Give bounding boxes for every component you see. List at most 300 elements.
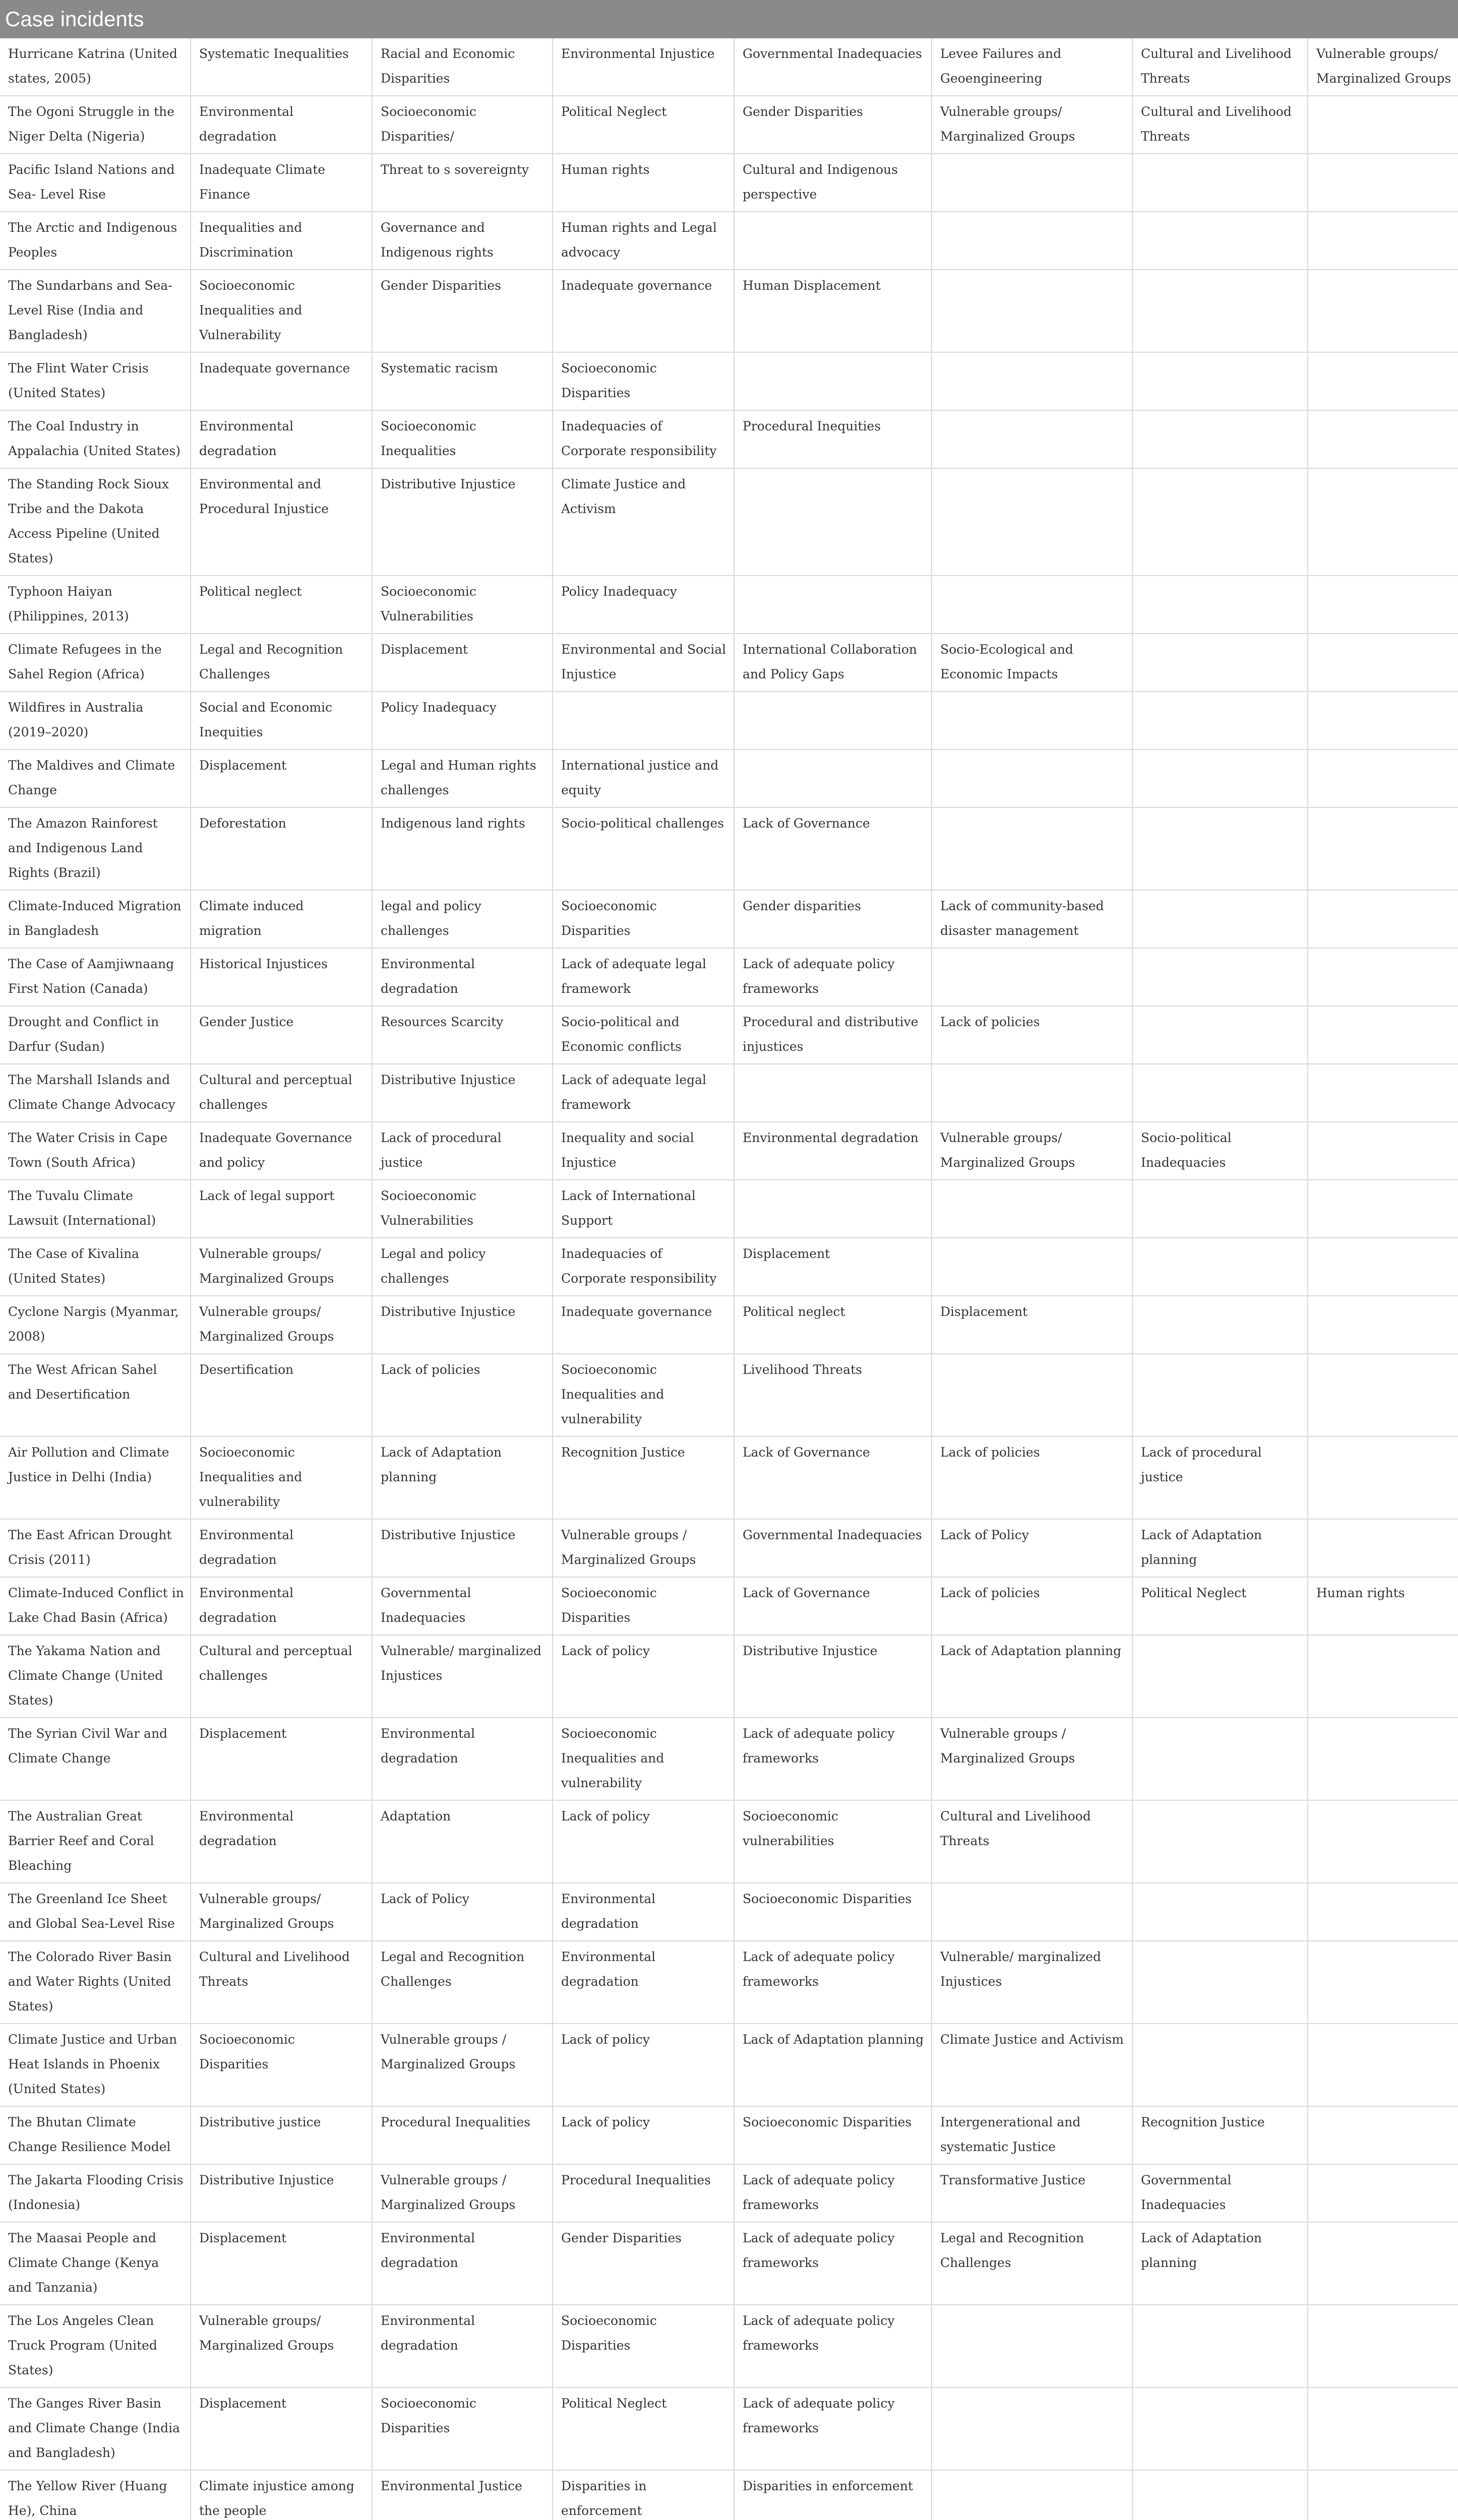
issue-cell	[1132, 1180, 1308, 1238]
issue-cell: Distributive Injustice	[372, 468, 553, 576]
issue-cell: Policy Inadequacy	[372, 691, 553, 749]
case-name-cell: The Case of Kivalina (United States)	[0, 1238, 191, 1296]
table-body	[0, 38, 1458, 2520]
issue-cell: Lack of adequate policy frameworks	[734, 2387, 932, 2470]
case-name-cell: The Syrian Civil War and Climate Change	[0, 1718, 191, 1800]
table-row	[0, 1800, 1458, 1883]
issue-cell: Lack of Adaptation planning	[372, 1436, 553, 1519]
issue-cell	[932, 691, 1132, 749]
issue-cell: Disparities in enforcement	[734, 2470, 932, 2520]
table-row	[0, 270, 1458, 352]
case-name-cell: The Bhutan Climate Change Resilience Model	[0, 2106, 191, 2164]
issue-cell	[932, 270, 1132, 352]
issue-cell: Socioeconomic Disparities	[553, 2305, 734, 2387]
issue-cell	[1308, 1519, 1458, 1577]
case-name-cell: The West African Sahel and Desertification	[0, 1354, 191, 1436]
issue-cell: Environmental degradation	[372, 948, 553, 1006]
issue-cell: Desertification	[191, 1354, 372, 1436]
issue-cell	[1308, 749, 1458, 807]
table-row	[0, 468, 1458, 576]
table-row	[0, 1718, 1458, 1800]
issue-cell	[734, 749, 932, 807]
issue-cell	[1132, 2305, 1308, 2387]
issue-cell	[1132, 576, 1308, 634]
issue-cell: Lack of policy	[553, 2024, 734, 2106]
table-row	[0, 1436, 1458, 1519]
issue-cell	[1132, 1238, 1308, 1296]
case-name-cell: The Los Angeles Clean Truck Program (United States)	[0, 2305, 191, 2387]
issue-cell	[932, 948, 1132, 1006]
issue-cell: Vulnerable groups/ Marginalized Groups	[191, 2305, 372, 2387]
table-row	[0, 212, 1458, 270]
issue-cell: Political neglect	[191, 576, 372, 634]
issue-cell	[734, 212, 932, 270]
issue-cell	[1308, 468, 1458, 576]
issue-cell: Environmental degradation	[191, 1800, 372, 1883]
issue-cell: Gender Disparities	[372, 270, 553, 352]
issue-cell	[1132, 807, 1308, 890]
table-row	[0, 890, 1458, 948]
issue-cell	[734, 1064, 932, 1122]
issue-cell	[1132, 352, 1308, 410]
issue-cell	[1132, 1635, 1308, 1718]
issue-cell: Transformative Justice	[932, 2164, 1132, 2222]
issue-cell: Lack of adequate policy frameworks	[734, 2305, 932, 2387]
issue-cell: Livelihood Threats	[734, 1354, 932, 1436]
table-row	[0, 1883, 1458, 1941]
issue-cell: Human rights	[1308, 1577, 1458, 1635]
issue-cell: Environmental degradation	[191, 410, 372, 468]
table-title: Case incidents	[0, 0, 1458, 38]
issue-cell	[932, 212, 1132, 270]
issue-cell	[734, 1180, 932, 1238]
issue-cell: Lack of Governance	[734, 1577, 932, 1635]
case-incidents-table	[0, 38, 1458, 2520]
issue-cell: Vulnerable/ marginalized Injustices	[372, 1635, 553, 1718]
issue-cell: Socio-political challenges	[553, 807, 734, 890]
issue-cell: Distributive Injustice	[372, 1296, 553, 1354]
issue-cell: Gender Disparities	[553, 2222, 734, 2305]
issue-cell: Displacement	[191, 749, 372, 807]
case-name-cell: The Sundarbans and Sea-Level Rise (India and Bangladesh)	[0, 270, 191, 352]
issue-cell: Inadequacies of Corporate responsibility	[553, 410, 734, 468]
table-row	[0, 154, 1458, 212]
issue-cell: Environmental and Procedural Injustice	[191, 468, 372, 576]
issue-cell	[932, 352, 1132, 410]
case-name-cell: Air Pollution and Climate Justice in Delhi (India)	[0, 1436, 191, 1519]
issue-cell: Socioeconomic Inequalities and vulnerability	[553, 1718, 734, 1800]
issue-cell: Lack of policy	[553, 1635, 734, 1718]
issue-cell	[1308, 1180, 1458, 1238]
issue-cell: Inadequate Climate Finance	[191, 154, 372, 212]
table-row	[0, 948, 1458, 1006]
issue-cell: Levee Failures and Geoengineering	[932, 38, 1132, 96]
issue-cell: Gender Disparities	[734, 96, 932, 154]
case-name-cell: Climate-Induced Migration in Bangladesh	[0, 890, 191, 948]
issue-cell: International Collaboration and Policy Gaps	[734, 634, 932, 691]
issue-cell	[734, 691, 932, 749]
issue-cell: Racial and Economic Disparities	[372, 38, 553, 96]
issue-cell: Environmental degradation	[191, 96, 372, 154]
table-row	[0, 634, 1458, 691]
issue-cell: Vulnerable groups/ Marginalized Groups	[191, 1296, 372, 1354]
issue-cell: Lack of adequate policy frameworks	[734, 2222, 932, 2305]
issue-cell: International justice and equity	[553, 749, 734, 807]
issue-cell: Systematic racism	[372, 352, 553, 410]
issue-cell: Socioeconomic Inequalities	[372, 410, 553, 468]
table-row	[0, 1354, 1458, 1436]
issue-cell: Environmental Justice	[372, 2470, 553, 2520]
issue-cell: Socioeconomic Disparities	[191, 2024, 372, 2106]
issue-cell	[1132, 1800, 1308, 1883]
table-row	[0, 352, 1458, 410]
issue-cell: Vulnerable groups/ Marginalized Groups	[932, 1122, 1132, 1180]
issue-cell: Lack of Governance	[734, 1436, 932, 1519]
case-name-cell: The Jakarta Flooding Crisis (Indonesia)	[0, 2164, 191, 2222]
issue-cell: Lack of policy	[553, 1800, 734, 1883]
issue-cell: Systematic Inequalities	[191, 38, 372, 96]
table-row	[0, 1064, 1458, 1122]
issue-cell: Displacement	[372, 634, 553, 691]
table-row	[0, 2024, 1458, 2106]
issue-cell	[932, 1883, 1132, 1941]
issue-cell	[932, 154, 1132, 212]
issue-cell: Legal and Recognition Challenges	[191, 634, 372, 691]
issue-cell: Recognition Justice	[553, 1436, 734, 1519]
issue-cell	[932, 1354, 1132, 1436]
issue-cell: Lack of Adaptation planning	[932, 1635, 1132, 1718]
issue-cell	[1308, 2024, 1458, 2106]
issue-cell: Cultural and Livelihood Threats	[1132, 38, 1308, 96]
table-row	[0, 410, 1458, 468]
issue-cell	[1132, 2387, 1308, 2470]
issue-cell: Cultural and Livelihood Threats	[932, 1800, 1132, 1883]
issue-cell: Displacement	[932, 1296, 1132, 1354]
issue-cell	[932, 468, 1132, 576]
issue-cell: Legal and Recognition Challenges	[932, 2222, 1132, 2305]
table-row	[0, 691, 1458, 749]
case-name-cell: Typhoon Haiyan (Philippines, 2013)	[0, 576, 191, 634]
issue-cell: Lack of adequate policy frameworks	[734, 1718, 932, 1800]
issue-cell: Inadequate Governance and policy	[191, 1122, 372, 1180]
issue-cell: Governmental Inadequacies	[372, 1577, 553, 1635]
issue-cell: Political Neglect	[553, 2387, 734, 2470]
issue-cell	[932, 576, 1132, 634]
issue-cell	[1308, 1006, 1458, 1064]
issue-cell: Climate injustice among the people	[191, 2470, 372, 2520]
table-row	[0, 2164, 1458, 2222]
issue-cell	[1308, 1718, 1458, 1800]
issue-cell: Lack of Adaptation planning	[1132, 2222, 1308, 2305]
issue-cell	[1132, 410, 1308, 468]
issue-cell: Socioeconomic Disparities/	[372, 96, 553, 154]
case-name-cell: The Flint Water Crisis (United States)	[0, 352, 191, 410]
issue-cell	[1308, 1238, 1458, 1296]
issue-cell: Governance and Indigenous rights	[372, 212, 553, 270]
issue-cell: Lack of policy	[553, 2106, 734, 2164]
issue-cell	[932, 1238, 1132, 1296]
issue-cell: Historical Injustices	[191, 948, 372, 1006]
issue-cell	[1308, 634, 1458, 691]
issue-cell: Indigenous land rights	[372, 807, 553, 890]
issue-cell: Socioeconomic Vulnerabilities	[372, 1180, 553, 1238]
case-name-cell: The Maasai People and Climate Change (Kenya and Tanzania)	[0, 2222, 191, 2305]
issue-cell	[1132, 2470, 1308, 2520]
issue-cell: Environmental degradation	[553, 1941, 734, 2024]
issue-cell	[1308, 1296, 1458, 1354]
table-row	[0, 1941, 1458, 2024]
issue-cell: Political neglect	[734, 1296, 932, 1354]
issue-cell: Displacement	[191, 2387, 372, 2470]
issue-cell	[932, 1180, 1132, 1238]
issue-cell: Cultural and perceptual challenges	[191, 1064, 372, 1122]
issue-cell	[1308, 1800, 1458, 1883]
issue-cell: Inequality and social Injustice	[553, 1122, 734, 1180]
issue-cell	[1132, 468, 1308, 576]
issue-cell: Procedural Inequalities	[553, 2164, 734, 2222]
issue-cell: Adaptation	[372, 1800, 553, 1883]
case-name-cell: The Colorado River Basin and Water Rights (United States)	[0, 1941, 191, 2024]
issue-cell: Vulnerable/ marginalized Injustices	[932, 1941, 1132, 2024]
case-name-cell: The Case of Aamjiwnaang First Nation (Canada)	[0, 948, 191, 1006]
case-name-cell: Cyclone Nargis (Myanmar, 2008)	[0, 1296, 191, 1354]
case-name-cell: The Yakama Nation and Climate Change (United States)	[0, 1635, 191, 1718]
issue-cell	[1308, 410, 1458, 468]
case-name-cell: Drought and Conflict in Darfur (Sudan)	[0, 1006, 191, 1064]
issue-cell: Procedural Inequalities	[372, 2106, 553, 2164]
issue-cell: Lack of policies	[932, 1577, 1132, 1635]
issue-cell: Socioeconomic Vulnerabilities	[372, 576, 553, 634]
issue-cell	[1308, 948, 1458, 1006]
issue-cell	[932, 2305, 1132, 2387]
issue-cell	[1132, 270, 1308, 352]
issue-cell: Political Neglect	[1132, 1577, 1308, 1635]
table-row	[0, 96, 1458, 154]
table-row	[0, 1577, 1458, 1635]
issue-cell	[1308, 1122, 1458, 1180]
issue-cell	[734, 576, 932, 634]
table-row	[0, 2222, 1458, 2305]
issue-cell: Vulnerable groups / Marginalized Groups	[932, 1718, 1132, 1800]
issue-cell: Lack of adequate legal framework	[553, 948, 734, 1006]
issue-cell	[1308, 1354, 1458, 1436]
issue-cell: Resources Scarcity	[372, 1006, 553, 1064]
issue-cell	[932, 410, 1132, 468]
issue-cell: Socioeconomic Disparities	[734, 1883, 932, 1941]
issue-cell: Vulnerable groups/ Marginalized Groups	[932, 96, 1132, 154]
issue-cell: Lack of community-based disaster management	[932, 890, 1132, 948]
issue-cell	[1308, 270, 1458, 352]
case-name-cell: The Maldives and Climate Change	[0, 749, 191, 807]
issue-cell	[1132, 1941, 1308, 2024]
issue-cell: Inadequate governance	[553, 1296, 734, 1354]
case-name-cell: The Ganges River Basin and Climate Change (India and Bangladesh)	[0, 2387, 191, 2470]
issue-cell: Socioeconomic Disparities	[553, 890, 734, 948]
table-row	[0, 749, 1458, 807]
issue-cell: Socioeconomic Inequalities and vulnerability	[191, 1436, 372, 1519]
issue-cell: Environmental degradation	[372, 2305, 553, 2387]
issue-cell: Socioeconomic Inequalities and Vulnerability	[191, 270, 372, 352]
issue-cell: Displacement	[191, 2222, 372, 2305]
issue-cell: Environmental and Social Injustice	[553, 634, 734, 691]
issue-cell: Lack of adequate policy frameworks	[734, 948, 932, 1006]
issue-cell: Lack of policies	[932, 1006, 1132, 1064]
issue-cell: Climate Justice and Activism	[932, 2024, 1132, 2106]
issue-cell: Gender disparities	[734, 890, 932, 948]
issue-cell: Climate induced migration	[191, 890, 372, 948]
issue-cell: Environmental degradation	[372, 1718, 553, 1800]
issue-cell: Cultural and Livelihood Threats	[191, 1941, 372, 2024]
issue-cell: Vulnerable groups/ Marginalized Groups	[191, 1883, 372, 1941]
issue-cell: Lack of adequate policy frameworks	[734, 1941, 932, 2024]
issue-cell: Governmental Inadequacies	[1132, 2164, 1308, 2222]
issue-cell	[1308, 154, 1458, 212]
case-name-cell: Pacific Island Nations and Sea- Level Rise	[0, 154, 191, 212]
case-name-cell: The Amazon Rainforest and Indigenous Land Rights (Brazil)	[0, 807, 191, 890]
issue-cell	[1132, 212, 1308, 270]
issue-cell: Gender Justice	[191, 1006, 372, 1064]
case-name-cell: The Water Crisis in Cape Town (South Africa)	[0, 1122, 191, 1180]
issue-cell: Legal and policy challenges	[372, 1238, 553, 1296]
issue-cell	[1132, 1354, 1308, 1436]
issue-cell	[1132, 1064, 1308, 1122]
issue-cell	[932, 807, 1132, 890]
issue-cell	[1308, 1941, 1458, 2024]
issue-cell: Socio-Ecological and Economic Impacts	[932, 634, 1132, 691]
issue-cell: Cultural and perceptual challenges	[191, 1635, 372, 1718]
issue-cell: Environmental degradation	[191, 1577, 372, 1635]
issue-cell: Climate Justice and Activism	[553, 468, 734, 576]
issue-cell: Displacement	[191, 1718, 372, 1800]
case-name-cell: The Arctic and Indigenous Peoples	[0, 212, 191, 270]
case-name-cell: The Yellow River (Huang He), China	[0, 2470, 191, 2520]
issue-cell: Legal and Recognition Challenges	[372, 1941, 553, 2024]
case-name-cell: Climate Refugees in the Sahel Region (Africa)	[0, 634, 191, 691]
case-name-cell: The Standing Rock Sioux Tribe and the Dakota Access Pipeline (United States)	[0, 468, 191, 576]
issue-cell: Inequalities and Discrimination	[191, 212, 372, 270]
case-name-cell: Hurricane Katrina (United states, 2005)	[0, 38, 191, 96]
table-row	[0, 1296, 1458, 1354]
issue-cell	[1132, 890, 1308, 948]
issue-cell: Lack of procedural justice	[372, 1122, 553, 1180]
case-name-cell: The Coal Industry in Appalachia (United States)	[0, 410, 191, 468]
issue-cell: Environmental Injustice	[553, 38, 734, 96]
issue-cell: Lack of policies	[372, 1354, 553, 1436]
issue-cell: Disparities in enforcement	[553, 2470, 734, 2520]
issue-cell	[1132, 948, 1308, 1006]
issue-cell	[1308, 96, 1458, 154]
issue-cell	[1308, 2387, 1458, 2470]
issue-cell	[553, 691, 734, 749]
issue-cell: Lack of Adaptation planning	[1132, 1519, 1308, 1577]
issue-cell: Human rights	[553, 154, 734, 212]
issue-cell	[932, 1064, 1132, 1122]
issue-cell	[1308, 1064, 1458, 1122]
issue-cell: Threat to s sovereignty	[372, 154, 553, 212]
table-row	[0, 1180, 1458, 1238]
table-row	[0, 2106, 1458, 2164]
issue-cell: Lack of Adaptation planning	[734, 2024, 932, 2106]
issue-cell	[1308, 2222, 1458, 2305]
table-row	[0, 1238, 1458, 1296]
table-row	[0, 1006, 1458, 1064]
issue-cell: Lack of Governance	[734, 807, 932, 890]
issue-cell	[932, 2387, 1132, 2470]
case-name-cell: Climate-Induced Conflict in Lake Chad Basin (Africa)	[0, 1577, 191, 1635]
case-name-cell: Wildfires in Australia (2019–2020)	[0, 691, 191, 749]
table-row	[0, 1122, 1458, 1180]
issue-cell: Socioeconomic Disparities	[372, 2387, 553, 2470]
issue-cell: Human Displacement	[734, 270, 932, 352]
issue-cell: Inadequate governance	[553, 270, 734, 352]
issue-cell: Lack of legal support	[191, 1180, 372, 1238]
issue-cell: Procedural Inequities	[734, 410, 932, 468]
issue-cell	[1132, 749, 1308, 807]
case-name-cell: The East African Drought Crisis (2011)	[0, 1519, 191, 1577]
issue-cell	[1308, 1436, 1458, 1519]
issue-cell: Vulnerable groups / Marginalized Groups	[372, 2024, 553, 2106]
table-row	[0, 1519, 1458, 1577]
issue-cell: legal and policy challenges	[372, 890, 553, 948]
table-row	[0, 38, 1458, 96]
issue-cell: Socioeconomic Disparities	[734, 2106, 932, 2164]
issue-cell: Socio-political Inadequacies	[1132, 1122, 1308, 1180]
issue-cell	[932, 2470, 1132, 2520]
issue-cell: Socio-political and Economic conflicts	[553, 1006, 734, 1064]
issue-cell: Displacement	[734, 1238, 932, 1296]
issue-cell: Lack of International Support	[553, 1180, 734, 1238]
issue-cell: Distributive Injustice	[191, 2164, 372, 2222]
issue-cell: Procedural and distributive injustices	[734, 1006, 932, 1064]
issue-cell	[1132, 1006, 1308, 1064]
issue-cell: Intergenerational and systematic Justice	[932, 2106, 1132, 2164]
issue-cell	[1132, 634, 1308, 691]
issue-cell: Socioeconomic Disparities	[553, 1577, 734, 1635]
table-row	[0, 2387, 1458, 2470]
issue-cell: Cultural and Livelihood Threats	[1132, 96, 1308, 154]
issue-cell	[1308, 1883, 1458, 1941]
issue-cell: Legal and Human rights challenges	[372, 749, 553, 807]
issue-cell	[734, 352, 932, 410]
issue-cell: Governmental Inadequacies	[734, 1519, 932, 1577]
table-row	[0, 807, 1458, 890]
issue-cell	[1132, 691, 1308, 749]
issue-cell: Environmental degradation	[191, 1519, 372, 1577]
issue-cell	[1132, 1883, 1308, 1941]
issue-cell	[1308, 807, 1458, 890]
issue-cell: Social and Economic Inequities	[191, 691, 372, 749]
issue-cell: Environmental degradation	[553, 1883, 734, 1941]
case-name-cell: The Greenland Ice Sheet and Global Sea-Level Rise	[0, 1883, 191, 1941]
issue-cell: Lack of procedural justice	[1132, 1436, 1308, 1519]
issue-cell: Cultural and Indigenous perspective	[734, 154, 932, 212]
issue-cell: Political Neglect	[553, 96, 734, 154]
table-row	[0, 2470, 1458, 2520]
issue-cell: Recognition Justice	[1132, 2106, 1308, 2164]
issue-cell: Distributive Injustice	[372, 1519, 553, 1577]
issue-cell	[1308, 2470, 1458, 2520]
issue-cell	[1308, 890, 1458, 948]
issue-cell: Lack of policies	[932, 1436, 1132, 1519]
issue-cell: Distributive Injustice	[372, 1064, 553, 1122]
issue-cell	[1308, 1635, 1458, 1718]
issue-cell	[1132, 2024, 1308, 2106]
issue-cell: Socioeconomic Disparities	[553, 352, 734, 410]
case-name-cell: The Marshall Islands and Climate Change Advocacy	[0, 1064, 191, 1122]
issue-cell: Inadequacies of Corporate responsibility	[553, 1238, 734, 1296]
table-row	[0, 1635, 1458, 1718]
issue-cell: Lack of adequate legal framework	[553, 1064, 734, 1122]
